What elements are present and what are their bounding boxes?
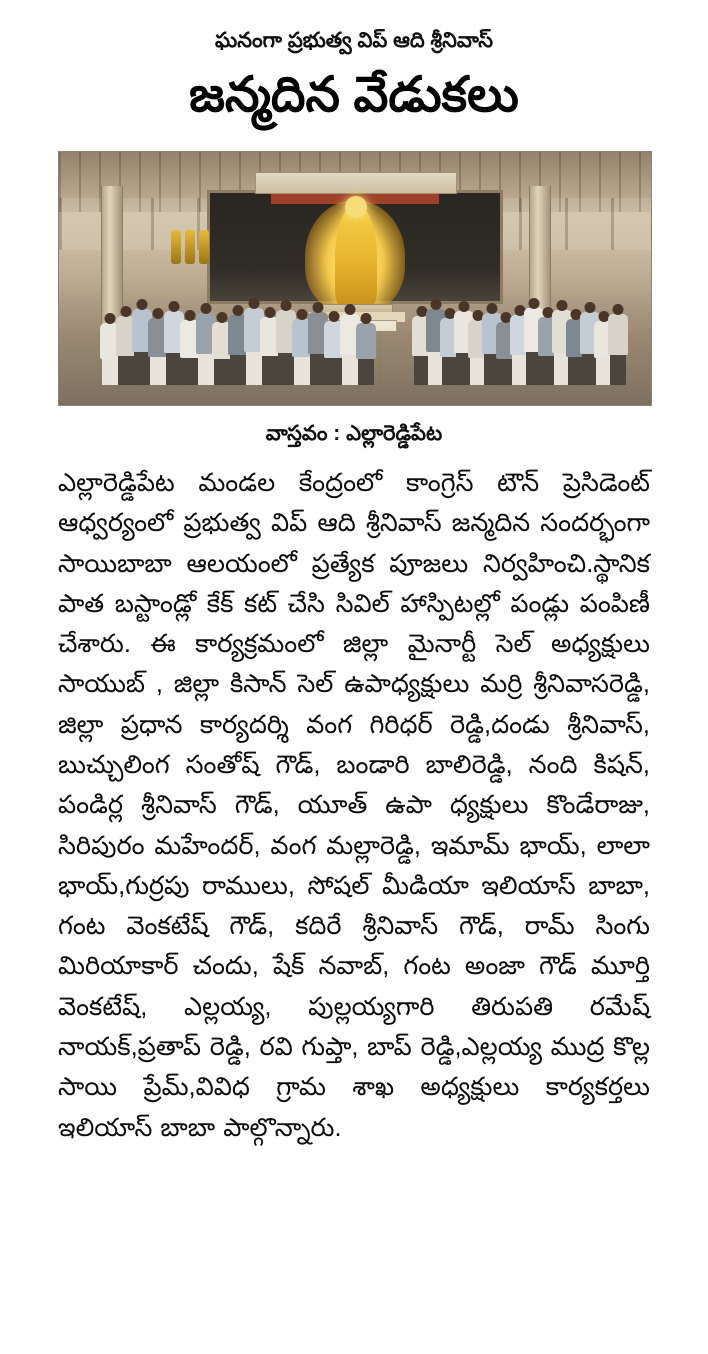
photo-person-head (329, 311, 340, 322)
photo-person-head (361, 313, 372, 324)
newspaper-article-page (0, 28, 708, 1354)
photo-person-torso (356, 323, 376, 359)
photo-person-head (153, 308, 164, 319)
photo-person-head (613, 304, 624, 315)
article-headline: జన్మదిన వేడుకలు (189, 68, 519, 123)
photo-person-head (345, 304, 356, 315)
photo-person-head (249, 298, 260, 309)
photo-person-head (105, 313, 116, 324)
photo-person (607, 304, 629, 385)
article-body: ఎల్లారెడ్డిపేట మండల కేంద్రంలో కాంగ్రెస్ టౌన్ ప్రెసిడెంట్ ఆధ్వర్యంలో ప్రభుత్వ విప్ ఆది శ్రీనివాస్ జన్మదిన సందర్భంగా సాయిబాబా ఆలయంలో ప్రత్యేక పూజలు నిర్వహించి.స్థానిక పాత బస్టాండ్లో కేక్ కట్ చేసి సివిల్ హాస్పిటల్లో పండ్లు పంపిణీ చేశారు. ఈ కార్యక్రమంలో జిల్లా మైనార్టీ సెల్ అధ్యక్షులు సాయుబ్ , జిల్లా కిసాన్ సెల్ ఉపాధ్యక్షులు మర్రి శ్రీనివాసరెడ్డి, జిల్లా ప్రధాన కార్యదర్శి వంగ గిరిధర్ రెడ్డి,దండు శ్రీనివాస్, బుచ్చులింగ సంతోష్ గౌడ్, బండారి బాలిరెడ్డి, నంది కిషన్, పండిర్ల శ్రీనివాస్ గౌడ్, యూత్ ఉపా ధ్యక్షులు కొండేరాజు, సిరిపురం మహేందర్, వంగ మల్లారెడ్డి, ఇమామ్ భాయ్, లాలా భాయ్,గుర్రపు రాములు, సోషల్ మీడియా ఇలియాస్ బాబా, గంట వెంకటేష్ గౌడ్, కదిరే శ్రీనివాస్ గౌడ్, రామ్ సింగు మిరియాకార్ చందు, షేక్ నవాబ్, గంట అంజా గౌడ్ మూర్తి వెంకటేష్, ఎల్లయ్య, పుల్లయ్యగారి తిరుపతి రమేష్ నాయక్,ప్రతాప్ రెడ్డి, రవి గుప్తా, బాప్ రెడ్డి,ఎల్లయ్య ముద్ర కొల్ల సాయి ప్రేమ్,వివిధ గ్రామ శాఖ అధ్యక్షులు కార్యకర్తలు ఇలియాస్ బాబా పాల్గొన్నారు. (58, 469, 650, 1142)
photo-person-legs (358, 355, 374, 385)
photo-person-head (265, 307, 276, 318)
photo-idol-head (345, 196, 367, 218)
photo-person-head (121, 306, 132, 317)
photo-person-head (313, 302, 324, 313)
photo-person-head (281, 300, 292, 311)
photo-person-head (169, 301, 180, 312)
article-kicker: ఘనంగా ప్రభుత్వ విప్ ఆది శ్రీనివాస్ (215, 29, 493, 52)
photo-person-head (217, 312, 228, 323)
photo-deity-idol (335, 204, 377, 308)
temple-gathering-photo (58, 151, 652, 406)
photo-banner (255, 172, 457, 194)
photo-lamp (171, 230, 181, 264)
photo-person-head (233, 305, 244, 316)
photo-person-head (137, 299, 148, 310)
photo-person-legs (610, 351, 626, 385)
photo-person-head (185, 310, 196, 321)
photo-person-head (201, 303, 212, 314)
photo-person-torso (608, 314, 628, 355)
photo-caption: వాస్తవం : ఎల్లారెడ్డిపేట (265, 422, 443, 446)
photo-person (355, 313, 377, 385)
photo-lamp (185, 230, 195, 264)
photo-lamp (199, 230, 209, 264)
photo-person-head (297, 309, 308, 320)
